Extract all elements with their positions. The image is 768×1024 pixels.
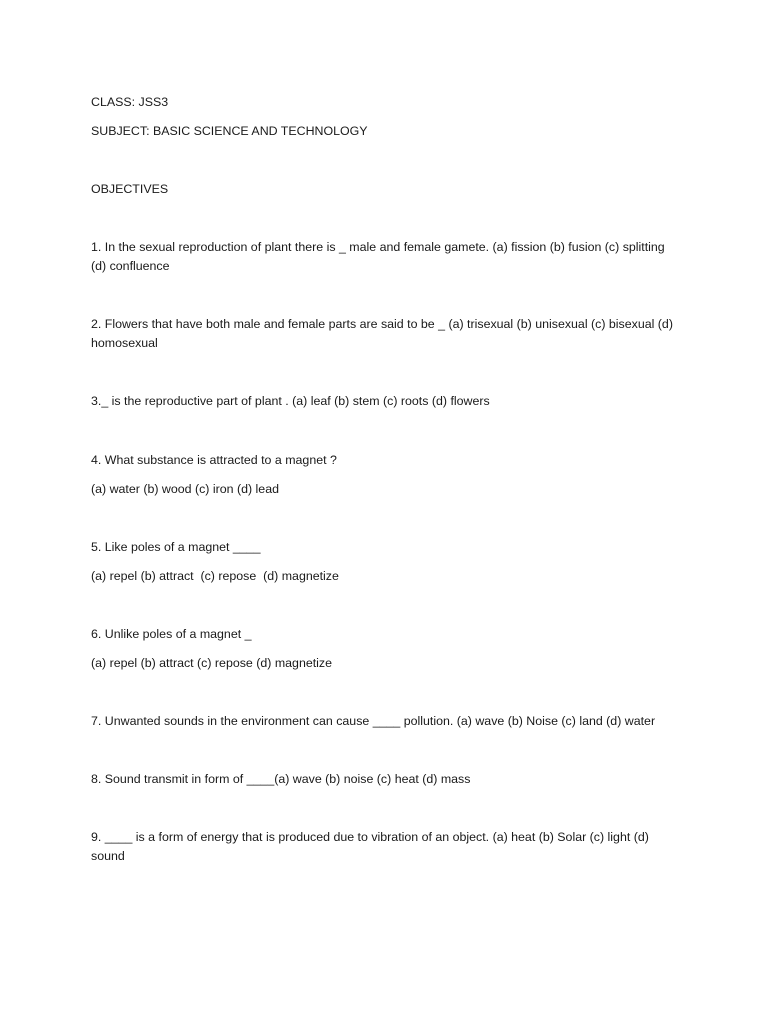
class-line: CLASS: JSS3 bbox=[91, 95, 169, 109]
question-4-options: (a) water (b) wood (c) iron (d) lead bbox=[91, 482, 279, 496]
subject-line: SUBJECT: BASIC SCIENCE AND TECHNOLOGY bbox=[91, 124, 368, 138]
question-5: 5. Like poles of a magnet ____ bbox=[91, 540, 261, 554]
question-3: 3._ is the reproductive part of plant . (a) leaf (b) stem (c) roots (d) flowers bbox=[91, 394, 490, 408]
section-title: OBJECTIVES bbox=[91, 182, 169, 196]
question-2: 2. Flowers that have both male and female parts are said to be _ (a) trisexual (b) unisexual (c) bisexual (d) homosexual bbox=[91, 317, 677, 350]
question-6: 6. Unlike poles of a magnet _ bbox=[91, 627, 252, 641]
question-6-options: (a) repel (b) attract (c) repose (d) magnetize bbox=[91, 656, 333, 670]
question-1: 1. In the sexual reproduction of plant there is _ male and female gamete. (a) fission (b) fusion (c) splitting (d) confluence bbox=[91, 240, 669, 273]
question-4: 4. What substance is attracted to a magnet ? bbox=[91, 453, 337, 467]
question-8: 8. Sound transmit in form of ____(a) wave (b) noise (c) heat (d) mass bbox=[91, 772, 471, 786]
question-9: 9. ____ is a form of energy that is produced due to vibration of an object. (a) heat (b) Solar (c) light (d) sound bbox=[91, 830, 653, 863]
question-7: 7. Unwanted sounds in the environment can cause ____ pollution. (a) wave (b) Noise (c) land (d) water bbox=[91, 714, 656, 728]
question-5-options: (a) repel (b) attract (c) repose (d) magnetize bbox=[91, 569, 339, 583]
